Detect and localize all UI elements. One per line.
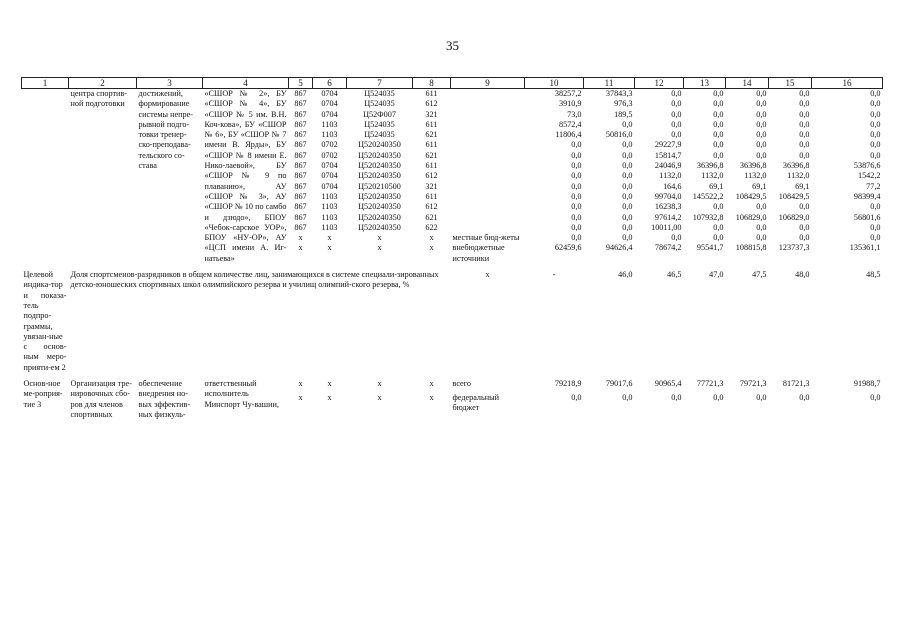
cell-col13: 0,0 — [713, 130, 724, 140]
cell-col15: 0,0 — [799, 222, 810, 232]
cell-col13: 0,0 — [713, 150, 724, 160]
header-cell-16: 16 — [812, 78, 883, 89]
cell-col13: 0,0 — [713, 119, 724, 129]
cell-col15: 81721,3 — [782, 379, 810, 389]
cell-col5: 867 — [294, 119, 307, 129]
cell-col12: 0,0 — [671, 119, 682, 129]
header-cell-5: 5 — [289, 78, 313, 89]
cell-col12: 0,0 — [671, 89, 682, 98]
header-row — [22, 78, 883, 89]
cell-col12: 16238,3 — [654, 202, 682, 212]
cell-col7: х — [377, 392, 382, 402]
cell-col5: 867 — [294, 191, 307, 201]
cell-col16: 0,0 — [870, 119, 881, 129]
cell-col7: Ц520240350 — [358, 191, 401, 201]
cell-col5: х — [298, 233, 303, 243]
cell-col12: 90965,4 — [654, 379, 682, 389]
cell-col7: Ц520240350 — [358, 212, 401, 222]
cell-col16: 0,0 — [870, 130, 881, 140]
cell-col8: х — [429, 379, 434, 389]
cell-col5: 867 — [294, 89, 307, 98]
cell-col6: х — [327, 379, 332, 389]
cell-col14: 0,0 — [756, 89, 767, 98]
indicator-value-16: 48,5 — [866, 270, 881, 280]
cell-col15: 0,0 — [799, 89, 810, 98]
cell-col12: 10011,00 — [651, 222, 682, 232]
header-cell-10: 10 — [525, 78, 584, 89]
cell-col12: 0,0 — [671, 109, 682, 119]
cell-col10: 3910,9 — [558, 99, 582, 109]
cell-col12: 0,0 — [671, 99, 682, 109]
cell-col8: 611 — [425, 191, 438, 201]
header-cell-2: 2 — [69, 78, 137, 89]
cell-col8: х — [429, 233, 434, 243]
cell-col8: 612 — [425, 202, 438, 212]
cell-col16: 135361,1 — [849, 243, 881, 253]
cell-col11: 0,0 — [622, 119, 633, 129]
cell-col15: 123737,3 — [778, 243, 810, 253]
cell-col6: 1103 — [321, 130, 338, 140]
cell-col7: Ц520240350 — [358, 202, 401, 212]
cell-col11: 79017,6 — [605, 379, 633, 389]
cell-col14: 69,1 — [752, 181, 767, 191]
indicator-value-10: - — [552, 270, 556, 280]
cell-col12: 97614,2 — [654, 212, 682, 222]
cell-col7: х — [377, 243, 382, 253]
cell-col14: 0,0 — [756, 140, 767, 150]
cell-col12: 99704,0 — [654, 191, 682, 201]
cell-col4: «СШОР № 2», БУ «СШОР № 4», БУ «СШОР № 5 им. В.Н. Коч-кова», БУ «СШОР № 6», БУ «СШОР № 7 имени В. Ярды», БУ «СШОР № 8 имени Е. Нико-лаевой», БУ «СШОР № 9 по плаванию», АУ «СШОР № 3», АУ «СШОР № 10 по самбо и дзюдо», БПОУ «Чебок-сарское УОР», БПОУ «НУ-ОР», АУ «ЦСП имени А. Иг-натьева» — [204, 89, 287, 263]
cell-col5: 867 — [294, 222, 307, 232]
cell-col9: местные бюд-жеты — [452, 233, 520, 243]
cell-col13: 107932,8 — [692, 212, 724, 222]
cell-col13: 145522,2 — [692, 191, 724, 201]
cell-col7: Ц520210500 — [358, 181, 401, 191]
cell-col8: 611 — [425, 89, 438, 98]
indicator-row — [22, 270, 883, 373]
indicator-value-12: 46,5 — [667, 270, 682, 280]
cell-col10: 0,0 — [571, 140, 582, 150]
event3-label: Основ-ное ме-роприя-тие 3 — [23, 379, 63, 409]
cell-col8: 621 — [425, 212, 438, 222]
header-cell-6: 6 — [313, 78, 347, 89]
cell-col9 — [451, 161, 525, 171]
cell-col7: Ц520240350 — [358, 140, 401, 150]
cell-col5: 867 — [294, 109, 307, 119]
header-cell-4: 4 — [203, 78, 289, 89]
cell-col9 — [451, 110, 525, 120]
cell-col14: 0,0 — [756, 392, 767, 402]
cell-col15: 0,0 — [799, 109, 810, 119]
cell-col5: 867 — [294, 130, 307, 140]
cell-col14: 0,0 — [756, 119, 767, 129]
cell-col9 — [451, 120, 525, 130]
cell-col5: 867 — [294, 150, 307, 160]
cell-col7: х — [377, 233, 382, 243]
cell-col16: 0,0 — [870, 99, 881, 109]
cell-col14: 36396,8 — [739, 161, 767, 171]
cell-col16: 91988,7 — [853, 379, 881, 389]
cell-col10: 0,0 — [571, 181, 582, 191]
cell-col16: 0,0 — [870, 150, 881, 160]
cell-col9 — [451, 223, 525, 233]
cell-col11: 0,0 — [622, 202, 633, 212]
cell-col11: 50816,0 — [605, 130, 633, 140]
cell-col6: 0702 — [321, 150, 338, 160]
cell-col10: 38257,2 — [554, 89, 582, 98]
cell-col16: 0,0 — [870, 222, 881, 232]
cell-col2: центра спортив-ной подготовки — [70, 89, 127, 109]
cell-col11: 0,0 — [622, 140, 633, 150]
cell-col8: 321 — [425, 181, 438, 191]
cell-col9 — [451, 192, 525, 202]
header-cell-3: 3 — [137, 78, 203, 89]
indicator-text: Доля спортсменов-разрядников в общем количестве лиц, занимающихся в системе специали-зированных детско-юношеских спортивных школ олимпийского резерва и училищ олимпий-ского резерва, % — [70, 270, 439, 290]
cell-col9 — [451, 130, 525, 140]
cell-col8: 621 — [425, 130, 438, 140]
cell-col11: 0,0 — [622, 191, 633, 201]
cell-col13: 0,0 — [713, 222, 724, 232]
data-table — [21, 77, 883, 420]
cell-col5: 867 — [294, 181, 307, 191]
cell-col10: 0,0 — [571, 202, 582, 212]
cell-col14: 0,0 — [756, 233, 767, 243]
cell-col12: 0,0 — [671, 392, 682, 402]
cell-col7: Ц524035 — [364, 99, 395, 109]
header-cell-11: 11 — [584, 78, 635, 89]
cell-col8: х — [429, 243, 434, 253]
page-number: 35 — [446, 38, 459, 53]
cell-col16: 0,0 — [870, 89, 881, 98]
cell-col6: 0704 — [321, 161, 338, 171]
cell-col14: 108815,8 — [735, 243, 767, 253]
cell-col9: всего — [452, 379, 471, 389]
cell-col6: х — [327, 243, 332, 253]
cell-col12: 1132,0 — [659, 171, 682, 181]
cell-col8: 612 — [425, 171, 438, 181]
indicator-col9: х — [485, 270, 490, 280]
cell-col11: 0,0 — [622, 181, 633, 191]
cell-col9 — [451, 151, 525, 161]
indicator-value-13: 47,0 — [709, 270, 724, 280]
event3-row — [22, 379, 883, 393]
cell-col8: 321 — [425, 109, 438, 119]
indicator-value-15: 48,0 — [795, 270, 810, 280]
cell-col5: х — [298, 392, 303, 402]
cell-col11: 0,0 — [622, 222, 633, 232]
cell-col11: 976,3 — [614, 99, 633, 109]
cell-col12: 0,0 — [671, 130, 682, 140]
cell-col11: 0,0 — [622, 161, 633, 171]
cell-col7: Ц520240350 — [358, 161, 401, 171]
cell-col6: 1103 — [321, 202, 338, 212]
cell-col16: 1542,2 — [857, 171, 881, 181]
cell-col13: 0,0 — [713, 233, 724, 243]
indicator-label: Целевой индика-тор и показа-тель подпро-граммы, увязан-ные с основ-ным меро-прияти-ем 2 — [23, 270, 67, 372]
cell-col6: х — [327, 233, 332, 243]
cell-col15: 106829,0 — [778, 212, 810, 222]
cell-col15: 108429,5 — [778, 191, 810, 201]
cell-col15: 0,0 — [799, 99, 810, 109]
cell-col15: 69,1 — [795, 181, 810, 191]
header-cell-14: 14 — [726, 78, 769, 89]
cell-col13: 0,0 — [713, 89, 724, 98]
cell-col15: 0,0 — [799, 392, 810, 402]
cell-col10: 0,0 — [571, 191, 582, 201]
cell-col10: 0,0 — [571, 150, 582, 160]
cell-col15: 0,0 — [799, 119, 810, 129]
cell-col12: 78674,2 — [654, 243, 682, 253]
cell-col11: 0,0 — [622, 233, 633, 243]
budget-table — [21, 77, 882, 420]
cell-col10: 0,0 — [571, 161, 582, 171]
cell-col10: 0,0 — [571, 233, 582, 243]
cell-col9: федеральный бюджет — [452, 392, 500, 413]
cell-col14: 0,0 — [756, 202, 767, 212]
cell-col9 — [451, 171, 525, 181]
cell-col15: 0,0 — [799, 150, 810, 160]
header-cell-13: 13 — [684, 78, 726, 89]
cell-col13: 0,0 — [713, 392, 724, 402]
cell-col16: 98399,4 — [853, 191, 881, 201]
cell-col15: 36396,8 — [782, 161, 810, 171]
cell-col10: 8572,4 — [558, 119, 582, 129]
cell-col13: 1132,0 — [701, 171, 724, 181]
cell-col14: 0,0 — [756, 99, 767, 109]
cell-col15: 0,0 — [799, 233, 810, 243]
header-cell-12: 12 — [635, 78, 684, 89]
cell-col13: 95541,7 — [696, 243, 724, 253]
cell-col7: Ц520240350 — [358, 171, 401, 181]
cell-col7: Ц520240350 — [358, 150, 401, 160]
cell-col6: 1103 — [321, 222, 338, 232]
cell-col8: 611 — [425, 161, 438, 171]
cell-col5: 867 — [294, 140, 307, 150]
cell-col11: 0,0 — [622, 171, 633, 181]
cell-col16: 0,0 — [870, 202, 881, 212]
cell-col6: 0704 — [321, 89, 338, 98]
cell-col14: 108429,5 — [735, 191, 767, 201]
cell-col9 — [451, 89, 525, 100]
cell-col14: 106829,0 — [735, 212, 767, 222]
cell-col15: 0,0 — [799, 130, 810, 140]
cell-col11: 189,5 — [614, 109, 633, 119]
header-cell-1: 1 — [22, 78, 69, 89]
cell-col9 — [451, 99, 525, 109]
cell-col15: 1132,0 — [787, 171, 810, 181]
header-cell-8: 8 — [413, 78, 451, 89]
cell-col10: 73,0 — [567, 109, 582, 119]
cell-col5: 867 — [294, 212, 307, 222]
cell-col7: х — [377, 379, 382, 389]
cell-col8: 612 — [425, 99, 438, 109]
cell-col12: 24046,9 — [654, 161, 682, 171]
cell-col6: 0704 — [321, 109, 338, 119]
header-cell-7: 7 — [347, 78, 413, 89]
cell-col11: 37843,3 — [605, 89, 633, 98]
cell-col6: 0704 — [321, 171, 338, 181]
cell-col9 — [451, 202, 525, 212]
cell-col16: 77,2 — [866, 181, 881, 191]
cell-col10: 79218,9 — [554, 379, 582, 389]
cell-col8: х — [429, 392, 434, 402]
cell-col8: 611 — [425, 140, 438, 150]
cell-col13: 0,0 — [713, 202, 724, 212]
cell-col9 — [451, 182, 525, 192]
cell-col13: 0,0 — [713, 109, 724, 119]
cell-col16: 0,0 — [870, 233, 881, 243]
cell-col14: 1132,0 — [744, 171, 767, 181]
cell-col6: 0704 — [321, 181, 338, 191]
cell-col6: 1103 — [321, 119, 338, 129]
cell-col8: 622 — [425, 222, 438, 232]
cell-col5: 867 — [294, 202, 307, 212]
cell-col16: 0,0 — [870, 109, 881, 119]
header-cell-9: 9 — [451, 78, 525, 89]
cell-col13: 36396,8 — [696, 161, 724, 171]
cell-col7: Ц524035 — [364, 89, 395, 98]
cell-col11: 0,0 — [622, 392, 633, 402]
cell-col10: 62459,6 — [554, 243, 582, 253]
cell-col5: х — [298, 379, 303, 389]
cell-col1 — [22, 89, 69, 265]
cell-col15: 0,0 — [799, 202, 810, 212]
cell-col16: 0,0 — [870, 140, 881, 150]
cell-col6: 0702 — [321, 140, 338, 150]
cell-col5: х — [298, 243, 303, 253]
cell-col7: Ц524035 — [364, 119, 395, 129]
cell-col12: 0,0 — [671, 233, 682, 243]
header-cell-15: 15 — [769, 78, 812, 89]
cell-col12: 29227,9 — [654, 140, 682, 150]
cell-col16: 0,0 — [870, 392, 881, 402]
cell-col12: 15814,7 — [654, 150, 682, 160]
cell-col11: 94626,4 — [605, 243, 633, 253]
cell-col6: х — [327, 392, 332, 402]
cell-col16: 53876,6 — [853, 161, 881, 171]
cell-col8: 621 — [425, 150, 438, 160]
cell-col8: 611 — [425, 119, 438, 129]
cell-col14: 0,0 — [756, 150, 767, 160]
cell-col14: 0,0 — [756, 222, 767, 232]
cell-col10: 0,0 — [571, 212, 582, 222]
cell-col6: 0704 — [321, 99, 338, 109]
cell-col7: Ц524035 — [364, 130, 395, 140]
cell-col11: 0,0 — [622, 212, 633, 222]
table-row — [22, 89, 883, 100]
cell-col12: 164,6 — [663, 181, 682, 191]
cell-col13: 69,1 — [709, 181, 724, 191]
cell-col5: 867 — [294, 171, 307, 181]
indicator-value-14: 47,5 — [752, 270, 767, 280]
cell-col11: 0,0 — [622, 150, 633, 160]
cell-col7: Ц52Ф007 — [363, 109, 396, 119]
cell-col10: 11806,4 — [555, 130, 582, 140]
cell-col10: 0,0 — [571, 392, 582, 402]
cell-col6: 1103 — [321, 191, 338, 201]
indicator-value-11: 46,0 — [618, 270, 633, 280]
event3-col2: Организация тре-нировочных сбо-ров для членов спортивных — [70, 379, 132, 419]
cell-col6: 1103 — [321, 212, 338, 222]
cell-col14: 0,0 — [756, 130, 767, 140]
cell-col16: 56801,6 — [853, 212, 881, 222]
cell-col13: 0,0 — [713, 140, 724, 150]
event3-col3: обеспечение внедрения но-вых эффектив-ных физкуль- — [138, 379, 191, 419]
cell-col14: 79721,3 — [739, 379, 767, 389]
cell-col5: 867 — [294, 99, 307, 109]
event3-col4: ответственный исполнитель Минспорт Чу-вашии, — [204, 379, 279, 409]
cell-col13: 77721,3 — [696, 379, 724, 389]
cell-col13: 0,0 — [713, 99, 724, 109]
cell-col9 — [451, 213, 525, 223]
cell-col7: Ц520240350 — [358, 222, 401, 232]
cell-col15: 0,0 — [799, 140, 810, 150]
cell-col10: 0,0 — [571, 222, 582, 232]
cell-col5: 867 — [294, 161, 307, 171]
cell-col3: достижений, формирование системы непре-рывной подго-товки тренер-ско-преподава-тельского со-става — [138, 89, 193, 171]
cell-col9 — [451, 140, 525, 150]
cell-col9: внебюджетные источники — [452, 243, 505, 263]
cell-col10: 0,0 — [571, 171, 582, 181]
cell-col14: 0,0 — [756, 109, 767, 119]
